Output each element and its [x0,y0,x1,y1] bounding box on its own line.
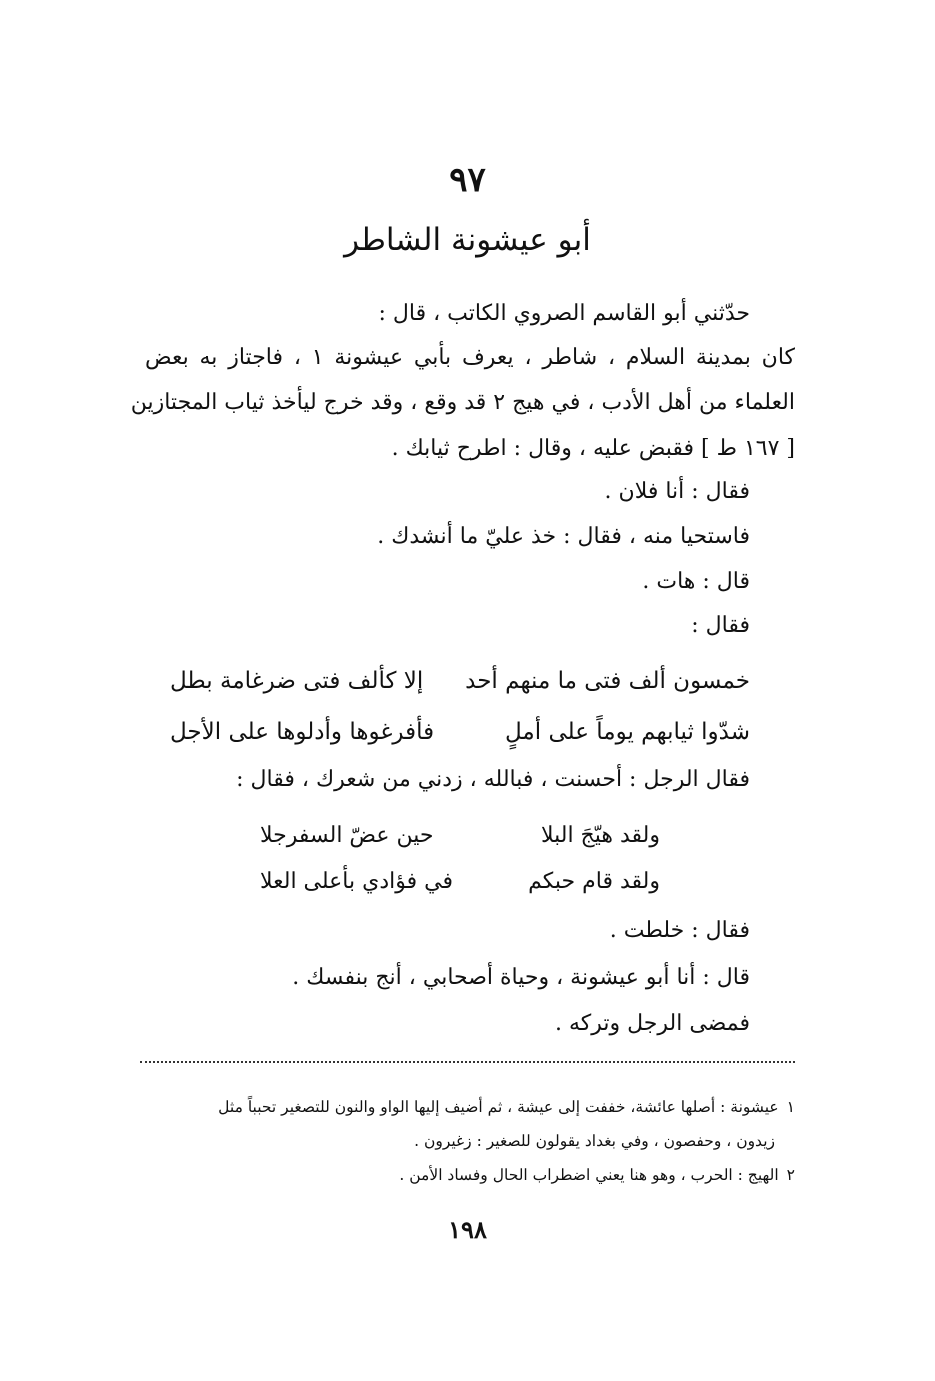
verse-line [260,864,660,900]
verse-line [170,663,750,699]
footnote-1 [218,1094,795,1120]
footnote-number: ١ [786,1098,795,1116]
verse-line [170,714,750,750]
body-line-5: فقال الرجل : أحسنت ، فبالله ، زدني من شعرك ، فقال : [236,767,750,792]
verse-hemistich-first: ولقد هيّجَ البلا [540,823,660,848]
page-number: ١٩٨ [448,1215,487,1244]
body-line-7: قال : أنا أبو عيشونة ، وحياة أصحابي ، أنج بنفسك . [292,965,750,990]
body-line-para1-1: كان بمدينة السلام ، شاطر ، يعرف بأبي عيشونة ١ ، فاجتاز به بعض [145,345,795,370]
chapter-number: ٩٧ [449,160,486,200]
footnote-separator [140,1061,795,1063]
footnote-text: زيدون ، وحفصون ، وفي بغداد يقولون للصغير : زغيرون . [414,1132,775,1150]
footnote-number: ٢ [786,1166,795,1184]
verse-hemistich-first: خمسون ألف فتى ما منهم أحد [465,668,750,694]
footnote-1-continued [414,1128,775,1154]
body-line-para1-2: العلماء من أهل الأدب ، في هيج ٢ قد وقع ، وقد خرج ليأخذ ثياب المجتازين [130,390,795,415]
footnote-text: عيشونة : أصلها عائشة، خففت إلى عيشة ، ثم أضيف إليها الواو والنون للتصغير تحبباً مثل [218,1098,779,1116]
verse-hemistich-second: حين عضّ السفرجلا [260,823,434,848]
verse-hemistich-first: ولقد قام حبكم [528,869,660,894]
body-line-8: فمضى الرجل وتركه . [555,1011,750,1036]
verse-hemistich-second: إلا كألف فتى ضرغامة بطل [170,668,424,694]
footnote-2 [399,1162,795,1188]
body-line-1: فقال : أنا فلان . [604,479,750,504]
body-line-6: فقال : خلطت . [609,918,750,943]
verse-hemistich-second: في فؤادي بأعلى العلا [260,869,453,894]
body-line-2: فاستحيا منه ، فقال : خذ عليّ ما أنشدك . [377,524,750,549]
verse-hemistich-first: شدّوا ثيابهم يوماً على أملٍ [505,719,750,745]
chapter-title: أبو عيشونة الشاطر [344,222,591,258]
body-line-para1-3: [ ١٦٧ ط ] فقبض عليه ، وقال : اطرح ثيابك . [391,436,795,461]
footnote-text: الهيج : الحرب ، وهو هنا يعني اضطراب الحال وفساد الأمن . [399,1166,779,1184]
verse-line [260,818,660,854]
verse-hemistich-second: فأفرغوها وأدلوها على الأجل [170,719,435,745]
body-line-3: قال : هات . [642,569,750,594]
body-line-4: فقال : [691,613,750,638]
body-line-intro: حدّثني أبو القاسم الصروي الكاتب ، قال : [378,301,750,326]
